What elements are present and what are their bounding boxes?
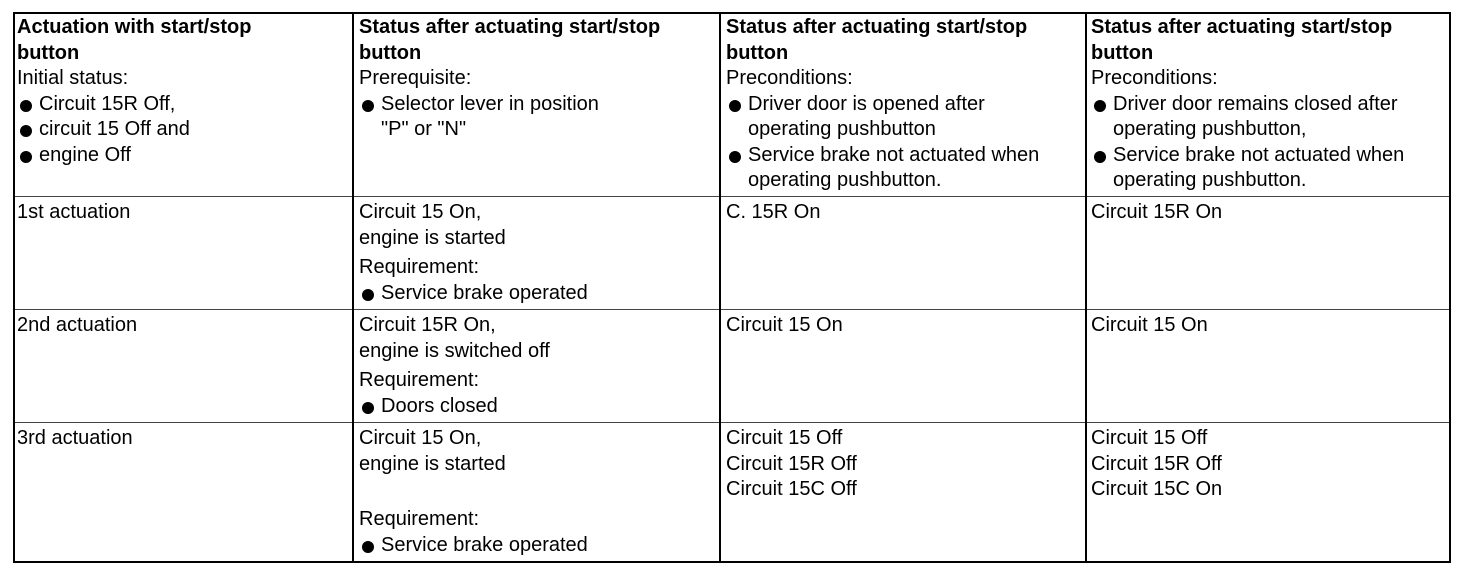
status-line: Circuit 15C On xyxy=(1091,478,1223,500)
bullet-item: Service brake not actuated when operating pushbutton. xyxy=(726,143,1088,194)
status-line: engine is started xyxy=(359,452,506,475)
header-title: Actuation with start/stop button xyxy=(17,16,252,64)
status-line: Circuit 15R Off xyxy=(1091,452,1222,475)
table-row-3-status-door-open xyxy=(726,426,857,503)
header-label: Preconditions: xyxy=(1091,67,1218,89)
bullet-icon xyxy=(362,100,374,112)
bullet-icon xyxy=(362,289,374,301)
requirement-item: Service brake operated xyxy=(359,281,588,307)
header-cell-status-1 xyxy=(359,15,714,143)
requirement-label: Requirement: xyxy=(359,508,480,530)
row-divider xyxy=(13,196,1451,197)
requirement-item: Service brake operated xyxy=(359,533,588,559)
status-line: Circuit 15 Off xyxy=(1091,427,1208,449)
row-divider xyxy=(13,422,1451,423)
table-row-3-status xyxy=(359,426,588,558)
status-line: Circuit 15 Off xyxy=(726,427,843,449)
header-cell-status-2 xyxy=(726,15,1082,194)
status-line: Circuit 15R Off xyxy=(726,452,857,475)
bullet-icon xyxy=(1094,100,1106,112)
bullet-item: engine Off xyxy=(17,143,347,169)
column-divider xyxy=(352,12,354,563)
status-line: C. 15R On xyxy=(726,201,821,223)
table-border-top xyxy=(13,12,1451,14)
bullet-item: Driver door is opened after operating pushbutton xyxy=(726,92,1048,143)
status-line: Circuit 15C Off xyxy=(726,478,857,500)
table-row-1-status xyxy=(359,200,588,306)
bullet-item: Service brake not actuated when operating pushbutton. xyxy=(1091,143,1458,194)
status-line: Circuit 15 On xyxy=(1091,314,1208,336)
bullet-icon xyxy=(1094,151,1106,163)
bullet-icon xyxy=(729,151,741,163)
status-line: Circuit 15 On xyxy=(726,314,843,336)
header-label: Preconditions: xyxy=(726,67,853,89)
column-divider xyxy=(1085,12,1087,563)
header-title: Status after actuating start/stop button xyxy=(1091,16,1393,64)
header-label: Initial status: xyxy=(17,67,129,89)
bullet-icon xyxy=(362,541,374,553)
table-border-left xyxy=(13,12,15,563)
table-row-2-status-door-closed xyxy=(1091,313,1208,339)
requirement-label: Requirement: xyxy=(359,256,480,278)
status-line: Circuit 15 On, xyxy=(359,201,482,223)
bullet-item: Selector lever in position "P" or "N" xyxy=(359,92,621,143)
table-row-1-actuation: 1st actuation xyxy=(17,201,131,223)
bullet-icon xyxy=(20,125,32,137)
bullet-icon xyxy=(20,100,32,112)
bullet-icon xyxy=(362,402,374,414)
table-border-bottom xyxy=(13,561,1451,563)
status-line: Circuit 15R On, xyxy=(359,314,496,336)
table-row-1-status-door-open xyxy=(726,200,820,226)
bullet-item: Circuit 15R Off, xyxy=(17,92,347,118)
table-row-2-status-door-open xyxy=(726,313,843,339)
requirement-label: Requirement: xyxy=(359,369,480,391)
header-title: Status after actuating start/stop button xyxy=(726,16,1028,64)
bullet-icon xyxy=(729,100,741,112)
table-row-1-status-door-closed xyxy=(1091,200,1222,226)
status-line: engine is switched off xyxy=(359,339,550,362)
requirement-item: Doors closed xyxy=(359,394,550,420)
header-title: Status after actuating start/stop button xyxy=(359,16,661,64)
table-row-3-status-door-closed xyxy=(1091,426,1222,503)
bullet-icon xyxy=(20,151,32,163)
status-line: Circuit 15R On xyxy=(1091,201,1223,223)
header-cell-actuation xyxy=(17,15,347,168)
bullet-item: Driver door remains closed after operating pushbutton, xyxy=(1091,92,1458,143)
table-row-3-actuation: 3rd actuation xyxy=(17,427,133,449)
row-divider xyxy=(13,309,1451,310)
bullet-item: circuit 15 Off and xyxy=(17,117,347,143)
table-row-2-actuation: 2nd actuation xyxy=(17,314,138,336)
actuation-table xyxy=(13,12,1451,563)
table-row-2-status xyxy=(359,313,550,419)
header-label: Prerequisite: xyxy=(359,67,472,89)
header-cell-status-3 xyxy=(1091,15,1447,194)
status-line: engine is started xyxy=(359,226,506,249)
status-line: Circuit 15 On, xyxy=(359,427,482,449)
column-divider xyxy=(719,12,721,563)
